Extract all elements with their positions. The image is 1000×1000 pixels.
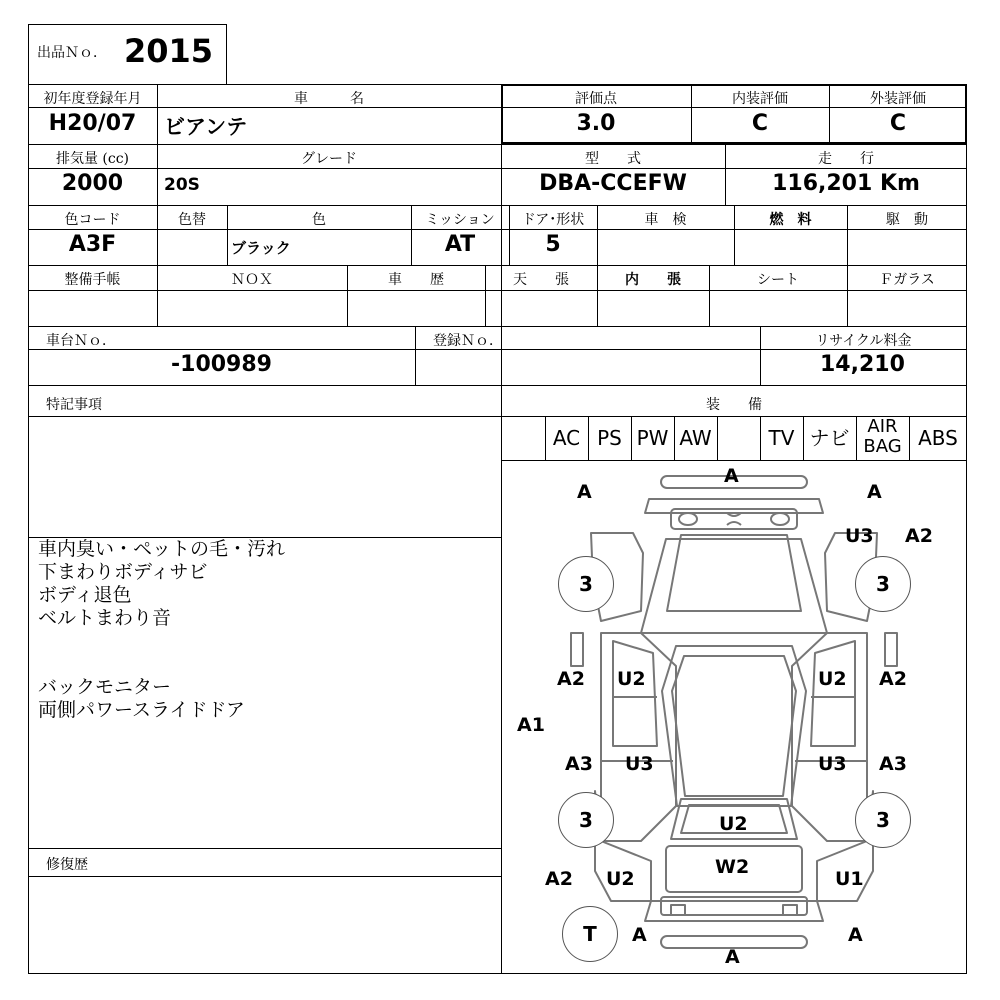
maintenance-label: 整備手帳 — [64, 272, 121, 288]
damage-mark: A2 — [557, 668, 585, 690]
equipment-tv: TV — [768, 426, 795, 450]
door-value: 5 — [545, 232, 561, 257]
drive-label: 駆 動 — [886, 212, 928, 228]
lot-number: 2015 — [124, 32, 214, 70]
recycle-value: 14,210 — [820, 352, 905, 377]
remarks-label: 特記事項 — [46, 397, 102, 413]
damage-mark: A — [848, 924, 863, 946]
interior-label: 内装評価 — [732, 91, 788, 107]
grade-label: グレード — [301, 151, 357, 167]
damage-mark: U3 — [625, 753, 654, 775]
damage-mark: A — [577, 481, 592, 503]
damage-mark: A — [632, 924, 647, 946]
equipment-pw: PW — [636, 426, 669, 450]
equipment-airbag: AIR BAG — [863, 416, 902, 457]
exterior-value: C — [889, 111, 907, 136]
damage-mark: W2 — [715, 856, 750, 878]
equipment-navi: ナビ — [809, 426, 850, 450]
repaint-label: 色替 — [178, 212, 206, 228]
tire-rear-left: 3 — [558, 792, 614, 848]
color-value: ブラック — [231, 239, 291, 257]
car-damage-diagram — [501, 461, 967, 974]
interior-value: C — [751, 111, 769, 136]
displacement-label: 排気量 (cc) — [55, 151, 130, 167]
repair-history-label: 修復歴 — [46, 857, 88, 873]
damage-mark: A2 — [545, 868, 573, 890]
color-code-label: 色コード — [64, 212, 121, 228]
lot-number-label: 出品Ｎｏ． — [37, 45, 107, 61]
car-name-label: 車 名 — [294, 91, 364, 107]
remark-line: バックモニター — [38, 676, 172, 698]
damage-mark: U2 — [617, 668, 646, 690]
glass-label: Ｆガラス — [879, 272, 935, 288]
interior-trim-label: 内 張 — [625, 272, 681, 288]
damage-mark: U2 — [818, 668, 847, 690]
tire-front-right: 3 — [855, 556, 911, 612]
damage-mark: U2 — [719, 813, 748, 835]
damage-mark: A — [725, 946, 740, 968]
remark-line: ベルトまわり音 — [38, 607, 172, 629]
equipment-ps: PS — [597, 426, 622, 450]
seat-label: シート — [757, 272, 799, 288]
damage-mark: A — [867, 481, 882, 503]
score-label: 評価点 — [575, 91, 617, 107]
mileage-label: 走 行 — [818, 151, 874, 167]
roof-label: 天 張 — [513, 272, 569, 288]
damage-mark: A2 — [905, 525, 933, 547]
door-label: ドア･形状 — [521, 212, 585, 228]
remark-line: 下まわりボディサビ — [38, 561, 208, 583]
color-label: 色 — [312, 212, 326, 228]
equipment-ac: AC — [552, 426, 581, 450]
tire-rear-right: 3 — [855, 792, 911, 848]
first-reg-value: H20/07 — [48, 111, 137, 136]
damage-mark: A1 — [517, 714, 545, 736]
fuel-label: 燃 料 — [769, 212, 812, 228]
tire-spare: T — [562, 906, 618, 962]
equipment-aw: AW — [679, 426, 712, 450]
displacement-value: 2000 — [61, 171, 124, 196]
model-label: 型 式 — [585, 151, 641, 167]
tire-front-left: 3 — [558, 556, 614, 612]
registration-label: 登録Ｎｏ． — [433, 333, 503, 349]
chassis-label: 車台Ｎｏ． — [46, 333, 116, 349]
damage-mark: U3 — [818, 753, 847, 775]
first-reg-label: 初年度登録年月 — [43, 91, 142, 107]
nox-label: ＮＯＸ — [231, 272, 273, 288]
damage-mark: A3 — [565, 753, 593, 775]
transmission-label: ミッション — [425, 212, 495, 228]
inspection-label: 車 検 — [644, 212, 687, 228]
car-name-value: ビアンテ — [164, 115, 248, 139]
exterior-label: 外装評価 — [870, 91, 926, 107]
damage-mark: U1 — [835, 868, 864, 890]
remark-line: ボディ退色 — [38, 584, 132, 606]
model-value: DBA-CCEFW — [539, 171, 687, 196]
mileage-value: 116,201 Km — [772, 171, 920, 196]
equipment-abs: ABS — [918, 426, 958, 450]
damage-mark: A3 — [879, 753, 907, 775]
damage-mark: U3 — [845, 525, 874, 547]
score-value: 3.0 — [576, 111, 616, 136]
chassis-value: -100989 — [171, 352, 272, 377]
damage-mark: U2 — [606, 868, 635, 890]
damage-mark: A — [724, 465, 739, 487]
equipment-label: 装 備 — [706, 397, 762, 413]
transmission-value: AT — [444, 232, 476, 257]
remark-line: 車内臭い・ペットの毛・汚れ — [38, 538, 286, 560]
recycle-label: リサイクル料金 — [815, 333, 912, 349]
remark-line: 両側パワースライドドア — [38, 699, 245, 721]
grade-value: 20S — [164, 175, 200, 195]
color-code-value: A3F — [68, 232, 117, 257]
history-label: 車 歴 — [388, 272, 444, 288]
damage-mark: A2 — [879, 668, 907, 690]
